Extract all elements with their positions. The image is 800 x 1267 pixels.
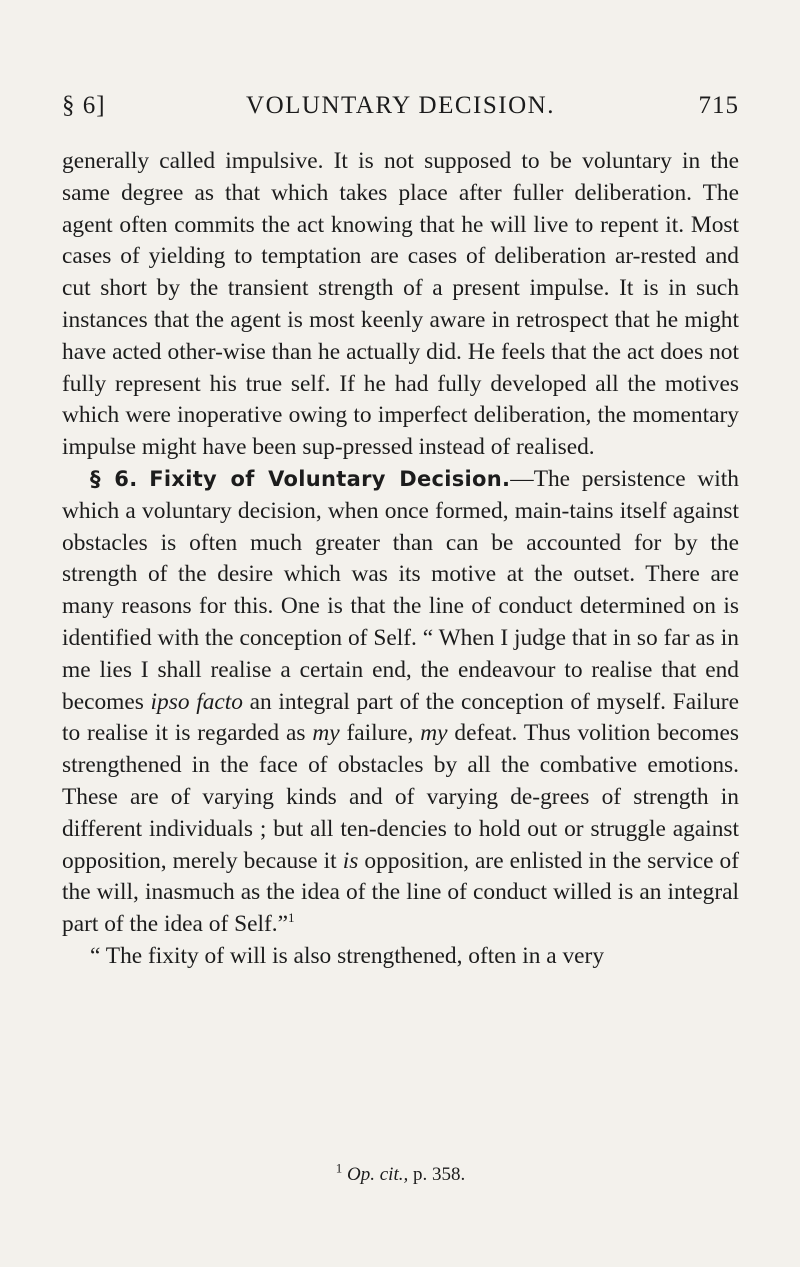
italic-ipso-facto: ipso facto	[150, 688, 243, 715]
chapter-title: VOLUNTARY DECISION.	[246, 92, 555, 119]
paragraph-2-part-3: failure,	[346, 720, 414, 747]
italic-is: is	[342, 847, 359, 874]
footnote-marker: 1	[335, 1160, 343, 1176]
section-heading: Fixity of Voluntary Decision.	[149, 466, 511, 491]
paragraph-3: “ The fixity of will is also strengthened, often in a very	[90, 942, 605, 969]
paragraph-2-part-4: defeat. Thus volition becomes strengthened in the face of obstacles by all the combative emotions. These are of varying kinds and of varying de-grees of strength in different individuals ; but all ten-dencies to hold out or struggle against opposition, merely because it	[62, 720, 739, 874]
italic-my-1: my	[312, 720, 340, 747]
running-head	[62, 92, 739, 128]
paragraph-2-part-5: opposition, are enlisted in the service of the will, inasmuch as the idea of the line of conduct willed is an integral part of the idea of Self.”	[62, 847, 740, 938]
paragraph-1: generally called impulsive. It is not supposed to be voluntary in the same degree as that which takes place after fuller deliberation. The agent often commits the act knowing that he will live to repent it. Most cases of yielding to temptation are cases of deliberation ar-rested and cut short by the transient strength of a present impulse. It is in such instances that the agent is most keenly aware in retrospect that he might have acted other-wise than he actually did. He feels that the act does not fully represent his true self. If he had fully developed all the motives which were inoperative owing to imperfect deliberation, the momentary impulse might have been sup-pressed instead of realised.	[62, 148, 739, 461]
footnote	[62, 1160, 739, 1186]
footnote-citation: Op. cit.,	[347, 1164, 409, 1185]
section-mark: § 6.	[90, 466, 138, 491]
section-number: § 6]	[62, 92, 106, 119]
body-text	[62, 146, 739, 973]
paragraph-2-part-1: —The persistence with which a voluntary decision, when once formed, main-tains itself against obstacles is often much greater than can be accounted for by the strength of the desire which was its motive at the outset. There are many reasons for this. One is that the line of conduct determined on is identified with the conception of Self. “ When I judge that in so far as in me lies I shall realise a certain end, the endeavour to realise that end becomes	[62, 465, 739, 715]
footnote-reference: 1	[288, 910, 295, 926]
book-page	[62, 92, 740, 1185]
footnote-text: p. 358.	[412, 1164, 466, 1185]
italic-my-2: my	[420, 720, 448, 747]
paragraph-2	[62, 464, 739, 941]
paragraph-2-part-2: an integral part of the conception of myself. Failure to realise it is regarded as	[62, 688, 739, 747]
page-number: 715	[698, 92, 739, 119]
